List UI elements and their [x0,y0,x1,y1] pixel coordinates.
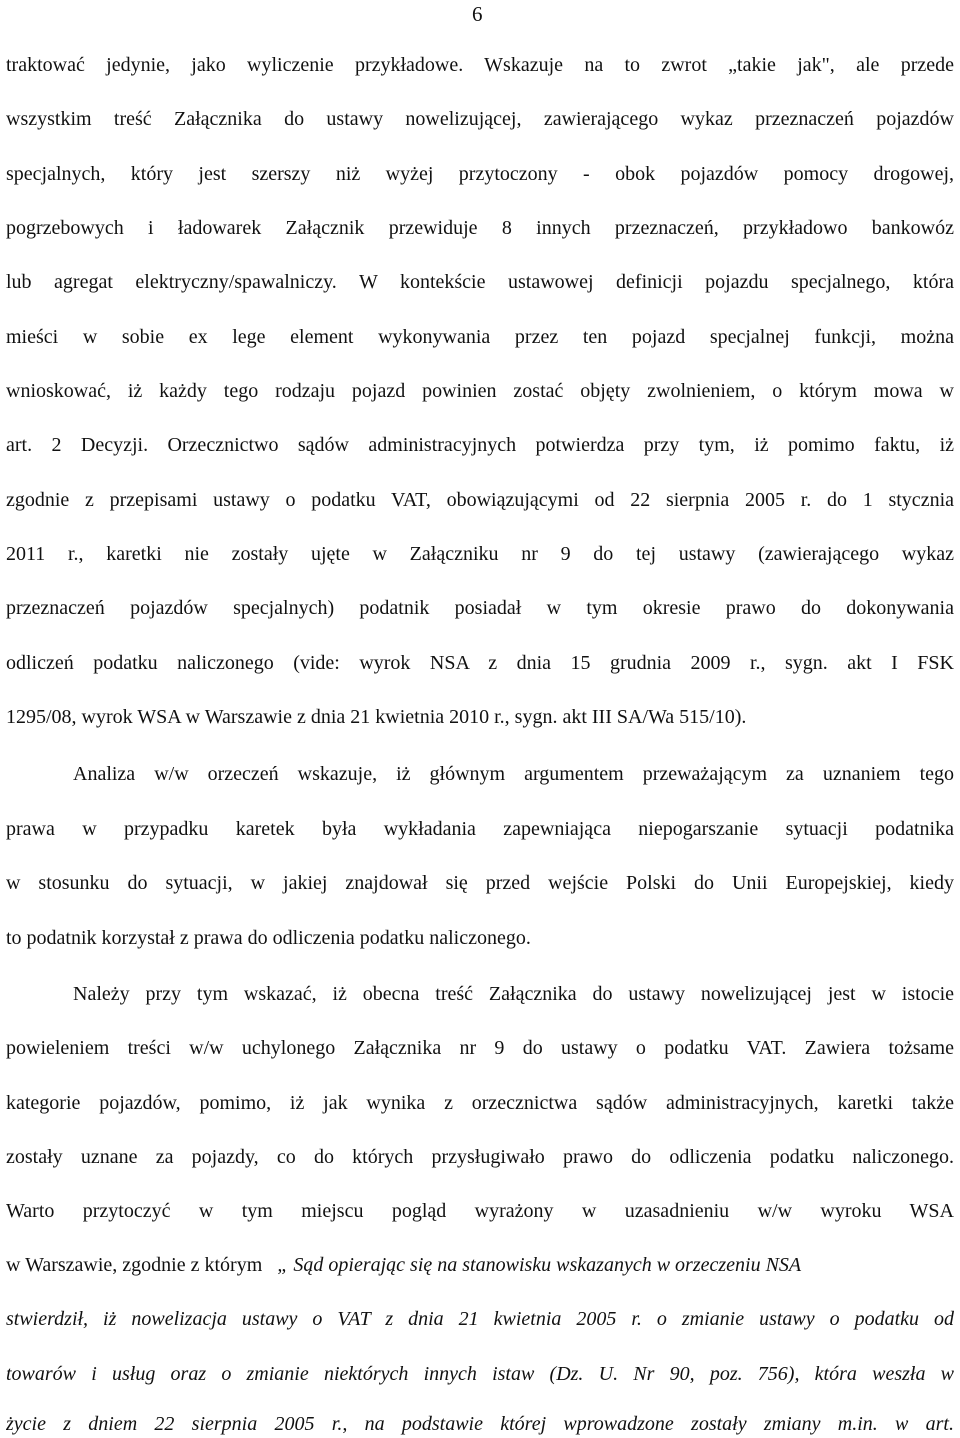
text-line: lub agregat elektryczny/spawalniczy. W kontekście ustawowej definicji pojazdu specjalnego, która [6,271,954,293]
text-run: w Warszawie, zgodnie z którym [6,1254,263,1276]
text-line: to podatnik korzystał z prawa do odliczenia podatku naliczonego. [6,927,531,949]
text-line: wszystkim treść Załącznika do ustawy nowelizującej, zawierającego wykaz przeznaczeń pojazdów [6,108,954,130]
text-line: 1295/08, wyrok WSA w Warszawie z dnia 21 kwietnia 2010 r., sygn. akt III SA/Wa 515/10). [6,706,747,728]
text-line: traktować jedynie, jako wyliczenie przykładowe. Wskazuje na to zwrot „takie jak", ale przede [6,54,954,76]
text-line: powieleniem treści w/w uchylonego Załącznika nr 9 do ustawy o podatku VAT. Zawiera tożsame [6,1037,954,1059]
text-line: przeznaczeń pojazdów specjalnych) podatnik posiadał w tym okresie prawo do dokonywania [6,597,954,619]
text-line: w stosunku do sytuacji, w jakiej znajdował się przed wejście Polski do Unii Europejskiej, kiedy [6,872,954,894]
text-line [6,1251,954,1279]
text-line: 2011 r., karetki nie zostały ujęte w Załączniku nr 9 do tej ustawy (zawierającego wykaz [6,543,954,565]
quote-start: „ Sąd opierając się na stanowisku wskazanych w orzeczeniu NSA [277,1254,802,1276]
paragraph-first-line: Analiza w/w orzeczeń wskazuje, iż głównym argumentem przeważającym za uznaniem tego [73,763,954,785]
text-line: odliczeń podatku naliczonego (vide: wyrok NSA z dnia 15 grudnia 2009 r., sygn. akt I FSK [6,652,954,674]
text-line: mieści w sobie ex lege element wykonywania przez ten pojazd specjalnej funkcji, można [6,326,954,348]
page-number: 6 [472,2,483,26]
text-line: prawa w przypadku karetek była wykładania zapewniająca niepogarszanie sytuacji podatnika [6,818,954,840]
quote-line: życie z dniem 22 sierpnia 2005 r., na podstawie której wprowadzone zostały zmiany m.in. w art. [6,1413,954,1435]
text-line: kategorie pojazdów, pomimo, iż jak wynika z orzecznictwa sądów administracyjnych, karetki także [6,1092,954,1114]
text-line: Warto przytoczyć w tym miejscu pogląd wyrażony w uzasadnieniu w/w wyroku WSA [6,1200,954,1222]
text-line: zostały uznane za pojazdy, co do których przysługiwało prawo do odliczenia podatku naliczonego. [6,1146,954,1168]
text-line: zgodnie z przepisami ustawy o podatku VAT, obowiązującymi od 22 sierpnia 2005 r. do 1 stycznia [6,489,954,511]
quote-line: towarów i usług oraz o zmianie niektórych innych istaw (Dz. U. Nr 90, poz. 756), która weszła w [6,1363,954,1385]
text-line: wnioskować, iż każdy tego rodzaju pojazd powinien zostać objęty zwolnieniem, o którym mowa w [6,380,954,402]
paragraph-first-line: Należy przy tym wskazać, iż obecna treść Załącznika do ustawy nowelizującej jest w istocie [73,983,954,1005]
quote-line: stwierdził, iż nowelizacja ustawy o VAT z dnia 21 kwietnia 2005 r. o zmianie ustawy o podatku od [6,1308,954,1330]
text-line: pogrzebowych i ładowarek Załącznik przewiduje 8 innych przeznaczeń, przykładowo bankowóz [6,217,954,239]
text-line: specjalnych, który jest szerszy niż wyżej przytoczony - obok pojazdów pomocy drogowej, [6,163,954,185]
text-line: art. 2 Decyzji. Orzecznictwo sądów administracyjnych potwierdza przy tym, iż pomimo faktu, iż [6,434,954,456]
